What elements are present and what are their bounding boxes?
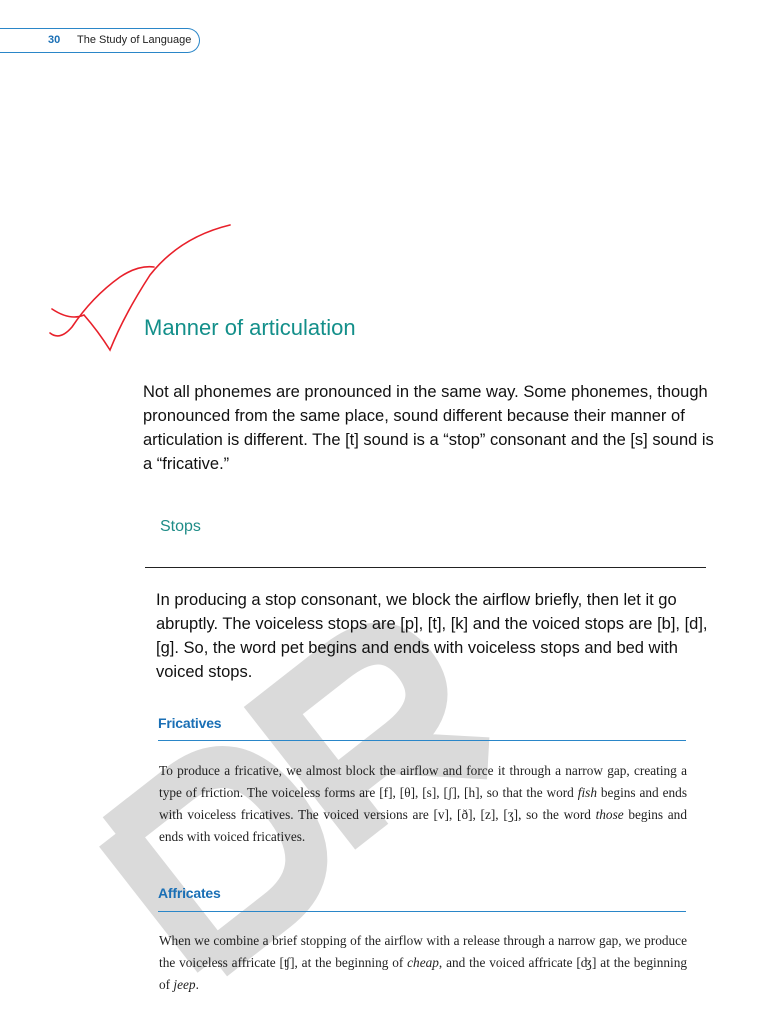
fricatives-divider [158,740,686,741]
page-number: 30 [48,34,61,46]
word-fish: fish [577,785,597,800]
fricatives-heading: Fricatives [158,715,222,731]
stops-paragraph: In producing a stop consonant, we block the airflow briefly, then let it go abruptly. The voiceless stops are [p], [t], [k] and the voiced stops are [b], [d], [g]. So, the word pet begins and ends with voiceless stops and bed with voiced stops. [156,591,708,681]
affricates-text-2: , and the voiced affricate [ʤ] at the beginning of [159,955,687,992]
affricates-text-3: . [195,977,199,992]
section-title: Manner of articulation [144,315,356,340]
stops-heading: Stops [160,518,201,535]
word-jeep: jeep [173,977,196,992]
running-title: The Study of Language [77,34,192,46]
affricates-divider [158,911,686,912]
fricatives-text-3: begins and ends with voiced fricatives. [159,807,687,844]
fricatives-text-1: To produce a fricative, we almost block the airflow and force it through a narrow gap, creating a type of friction. The voiceless forms are [f], [θ], [s], [ʃ], [h], so that the word [159,763,687,800]
affricates-heading: Affricates [158,885,221,901]
affricates-text-1: When we combine a brief stopping of the airflow with a release through a narrow gap, we produce the voiceless affricate [ʧ], at the beginning of [159,933,687,970]
fricatives-text-2: begins and ends with voiceless fricatives. The voiced versions are [v], [ð], [z], [ʒ], so the word [159,785,687,822]
word-cheap: cheap [407,955,439,970]
intro-paragraph: Not all phonemes are pronounced in the same way. Some phonemes, though pronounced from the same place, sound different because their manner of articulation is different. The [t] sound is a “stop” consonant and the [s] sound is a “fricative.” [143,383,714,473]
stops-divider [145,567,706,568]
fricatives-paragraph [159,760,687,848]
word-those: those [595,807,624,822]
affricates-paragraph [159,930,687,996]
